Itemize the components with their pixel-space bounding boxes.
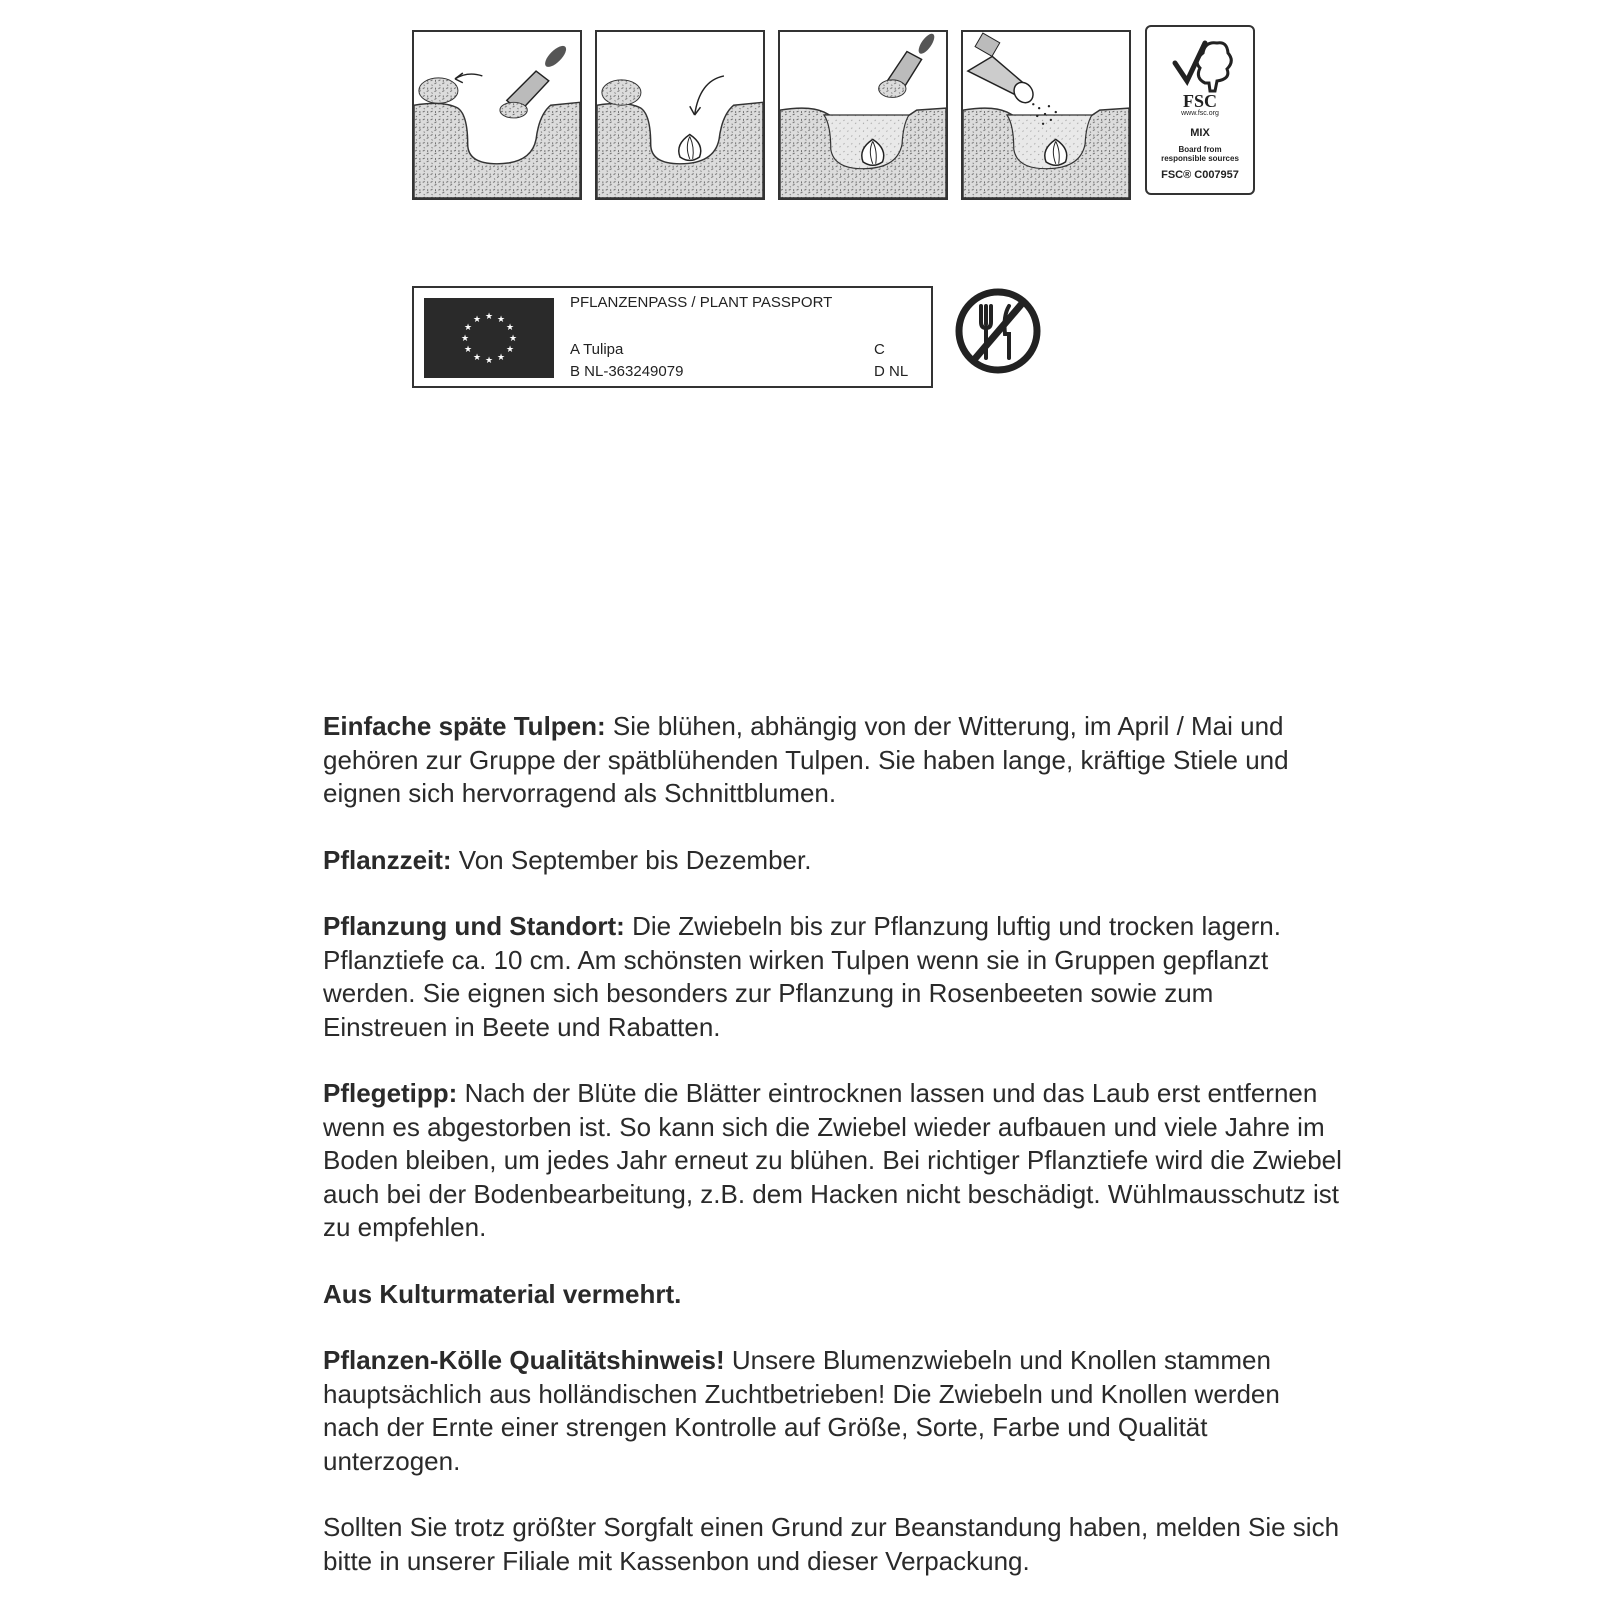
fsc-mix: MIX <box>1190 127 1210 139</box>
svg-text:★: ★ <box>496 353 506 363</box>
fsc-code: FSC® C007957 <box>1161 169 1239 181</box>
svg-text:★: ★ <box>496 315 506 325</box>
planting-step-water <box>961 30 1131 200</box>
svg-text:★: ★ <box>460 334 470 344</box>
svg-text:★: ★ <box>463 345 473 355</box>
svg-text:★: ★ <box>472 353 482 363</box>
svg-text:★: ★ <box>484 312 494 322</box>
passport-title: PFLANZENPASS / PLANT PASSPORT <box>570 294 833 311</box>
fsc-certification-logo <box>1145 25 1255 195</box>
planting-step-dig <box>412 30 582 200</box>
paragraph-late-tulips: Einfache späte Tulpen: Sie blühen, abhängig von der Witterung, im April / Mai und gehören zur Gruppe der spätblühenden Tulpen. Sie haben lange, kräftige Stiele und eignen sich hervorragend als Schnittblumen. <box>323 711 1289 808</box>
planting-step-cover <box>778 30 948 200</box>
svg-text:★: ★ <box>505 323 515 333</box>
product-description <box>323 710 1343 1611</box>
svg-text:★: ★ <box>463 323 473 333</box>
paragraph-care-tip: Pflegetipp: Nach der Blüte die Blätter eintrocknen lassen und das Laub erst entfernen wenn es abgestorben ist. So kann sich die Zwiebel wieder aufbauen und viele Jahre im Boden bleiben, um jedes Jahr erneut zu blühen. Bei richtiger Pflanztiefe wird die Zwiebel auch bei der Bodenbearbeitung, z.B. dem Hacken nicht beschädigt. Wühlmausschutz ist zu empfehlen. <box>323 1078 1342 1242</box>
svg-text:★: ★ <box>472 315 482 325</box>
paragraph-complaint: Sollten Sie trotz größter Sorgfalt einen Grund zur Beanstandung haben, melden Sie sich bitte in unserer Filiale mit Kassenbon und dieser Verpackung. <box>323 1512 1340 1576</box>
fsc-tree-check-icon <box>1165 33 1235 93</box>
fsc-url: www.fsc.org <box>1181 110 1219 117</box>
eu-flag-icon <box>424 298 554 378</box>
svg-text:★: ★ <box>484 356 494 366</box>
passport-field-a: A Tulipa <box>570 341 624 358</box>
paragraph-quality-note: Pflanzen-Kölle Qualitätshinweis! Unsere Blumenzwiebeln und Knollen stammen hauptsächlich aus holländischen Zuchtbetrieben! Die Zwiebeln und Knollen werden nach der Ernte einer strengen Kontrolle auf Größe, Sorte, Farbe und Qualität unterzogen. <box>323 1345 1280 1476</box>
not-edible-icon <box>953 286 1043 376</box>
paragraph-planting-time: Pflanzzeit: Von September bis Dezember. <box>323 844 812 875</box>
paragraph-propagation: Aus Kulturmaterial vermehrt. <box>323 1278 682 1309</box>
fsc-board-source: Board from responsible sources <box>1161 145 1239 163</box>
plant-passport <box>412 286 933 388</box>
svg-text:★: ★ <box>508 334 518 344</box>
fsc-brand: FSC <box>1182 91 1217 111</box>
passport-field-d: D NL <box>874 363 909 380</box>
svg-text:★: ★ <box>505 345 515 355</box>
paragraph-planting-location: Pflanzung und Standort: Die Zwiebeln bis zur Pflanzung luftig und trocken lagern. Pflanztiefe ca. 10 cm. Am schönsten wirken Tulpen wenn sie in Gruppen gepflanzt werden. Sie eignen sich besonders zur Pflanzung in Rosenbeeten sowie zum Einstreuen in Beete und Rabatten. <box>323 911 1281 1042</box>
passport-field-b: B NL-363249079 <box>570 363 684 380</box>
passport-field-c: C <box>874 341 885 358</box>
planting-step-place-bulb <box>595 30 765 200</box>
